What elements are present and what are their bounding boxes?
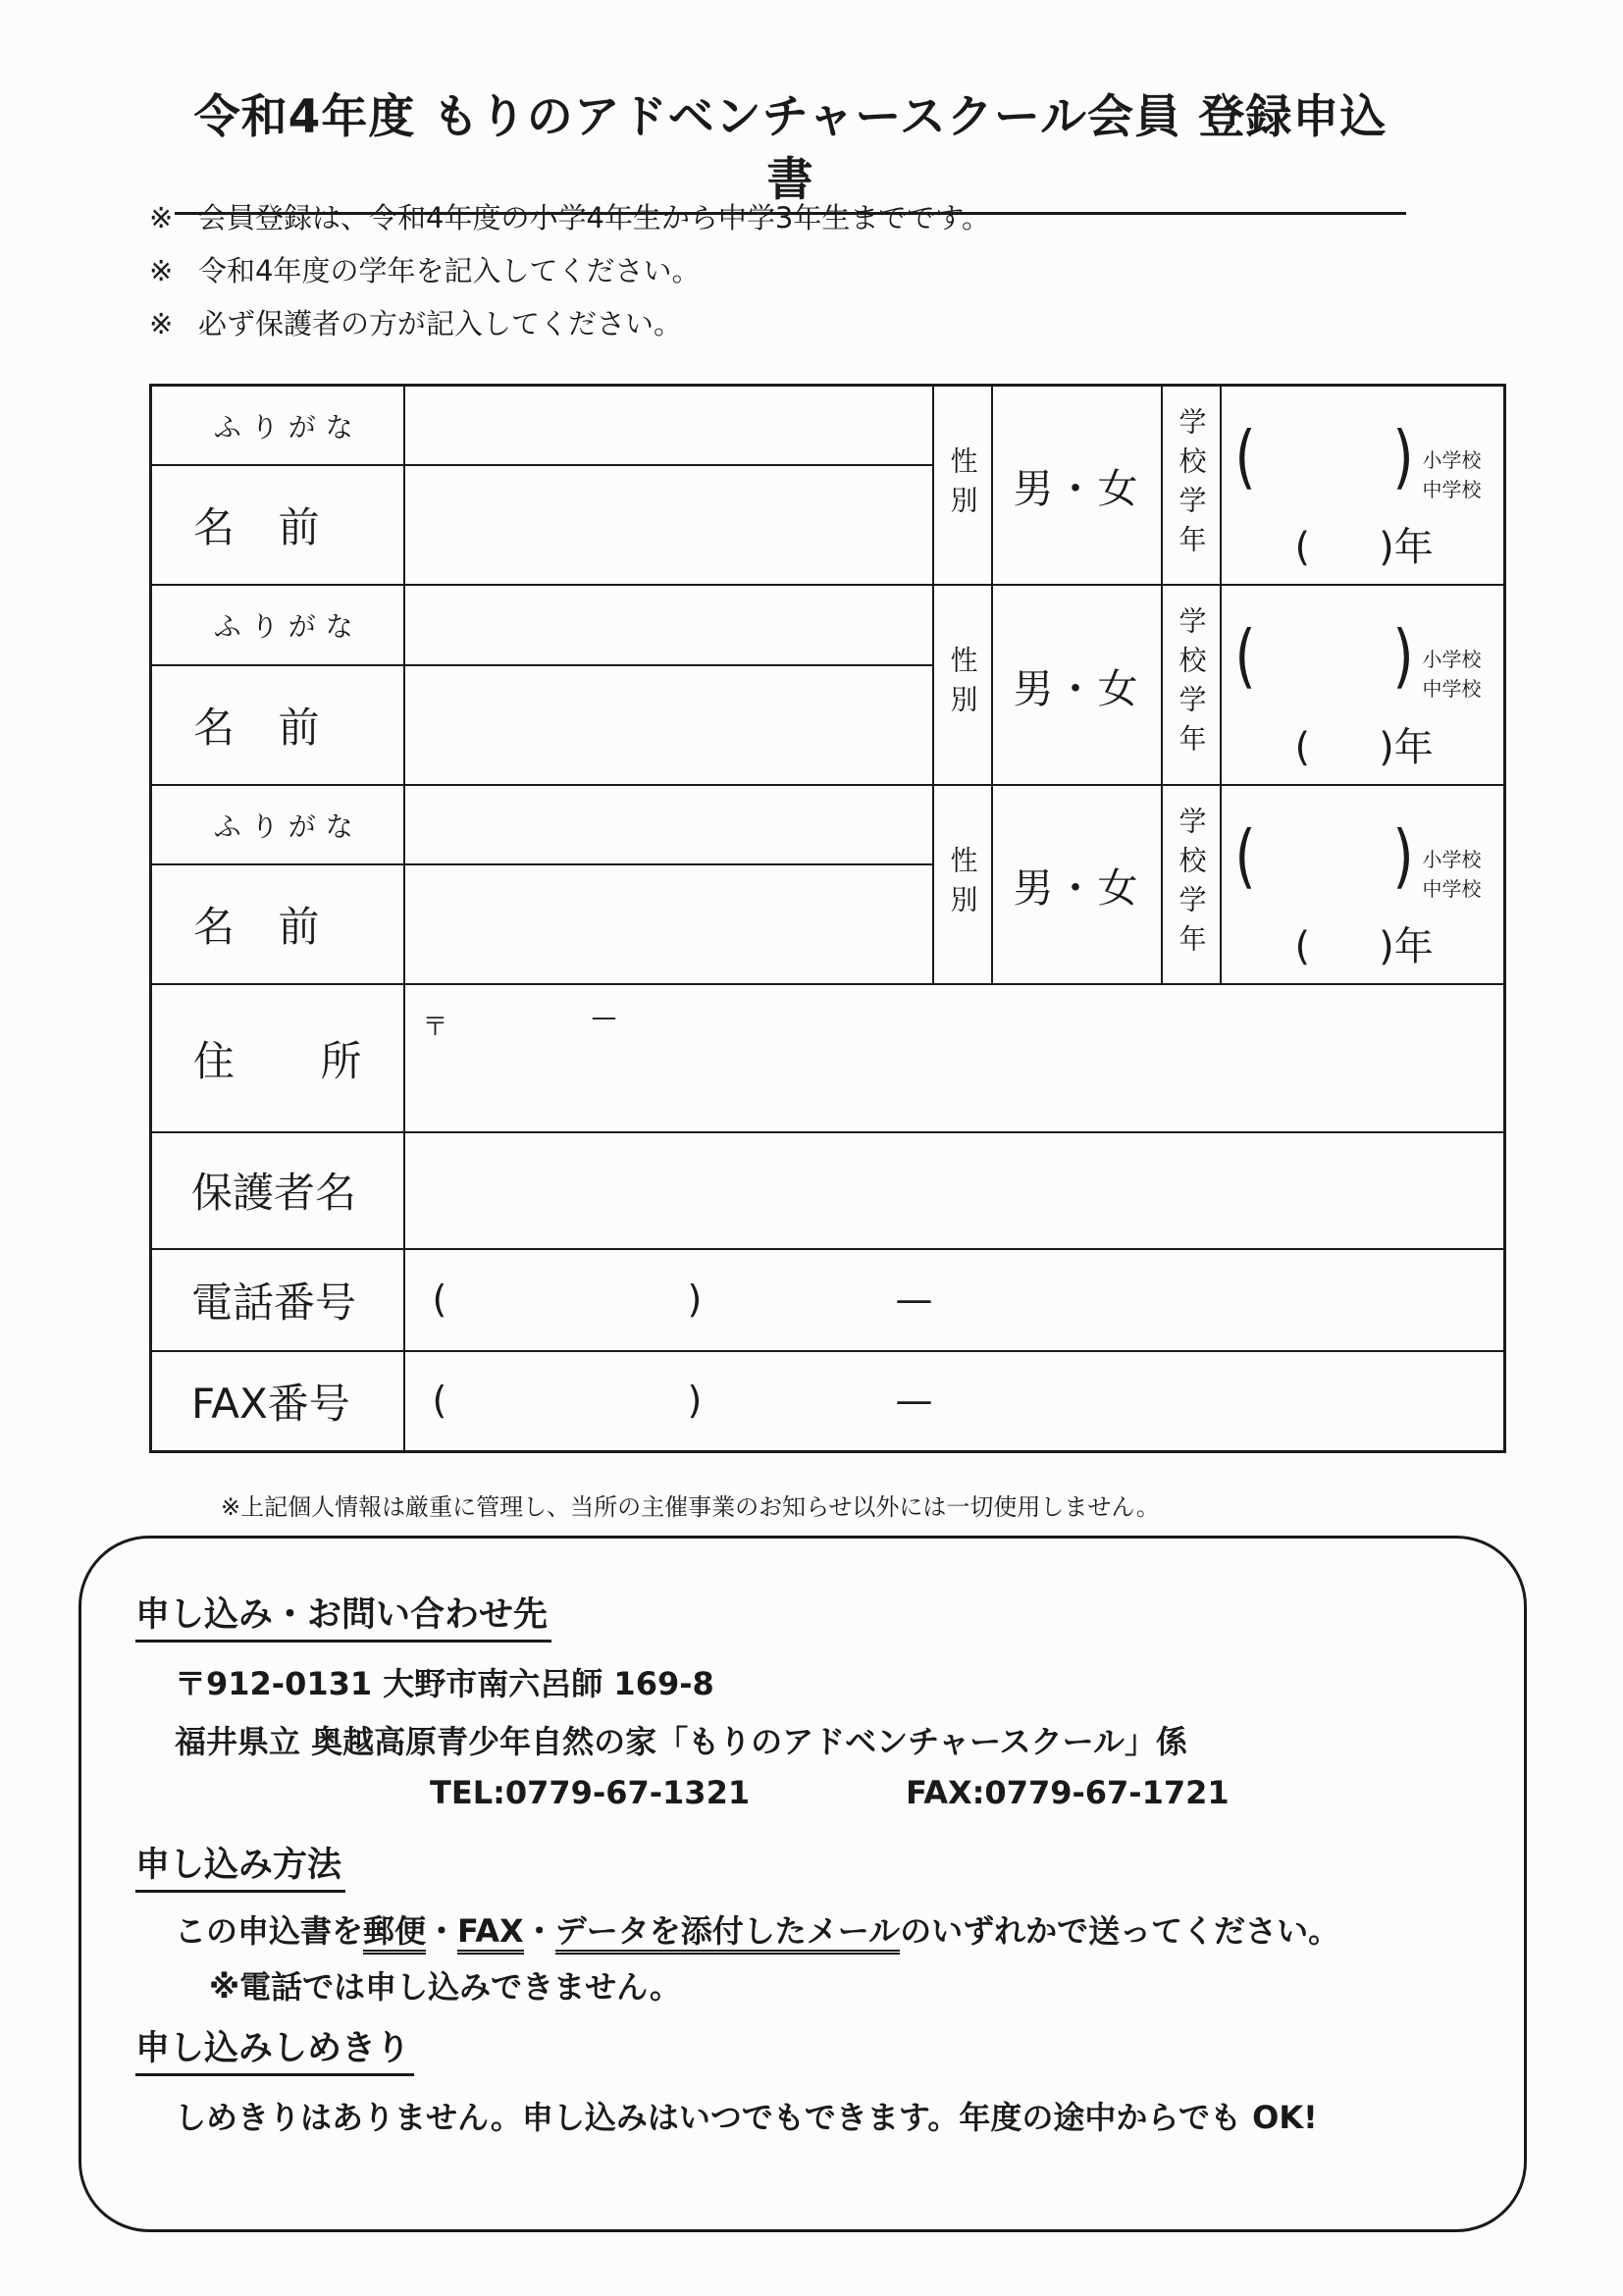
grade-paren-open: ( bbox=[1294, 724, 1311, 770]
method-suffix: のいずれかで送ってください。 bbox=[900, 1912, 1340, 1950]
grade-paren-close: ) bbox=[1379, 724, 1394, 770]
name-label: 名前 bbox=[151, 465, 404, 585]
note-text: 必ず保護者の方が記入してください。 bbox=[198, 307, 683, 340]
school-kind-junior: 中学校 bbox=[1422, 677, 1482, 702]
note-mark: ※ bbox=[149, 307, 174, 340]
info-box bbox=[79, 1536, 1527, 2232]
school-kind-elementary: 小学校 bbox=[1422, 648, 1482, 672]
school-grade-field[interactable] bbox=[1221, 785, 1505, 984]
gender-select[interactable]: 男・女 bbox=[992, 785, 1162, 984]
fax-label: FAX番号 bbox=[151, 1351, 404, 1452]
grade-unit: 年 bbox=[1393, 924, 1434, 970]
furigana-label: ふりがな bbox=[151, 386, 404, 466]
fax-field[interactable] bbox=[404, 1351, 1505, 1452]
guardian-name-field[interactable] bbox=[404, 1132, 1505, 1249]
contact-organization: 福井県立 奥越高原青少年自然の家「もりのアドベンチャースクール」係 bbox=[175, 1723, 1187, 1760]
gender-label: 性別 bbox=[933, 785, 992, 984]
school-bracket-open: ( bbox=[1234, 815, 1256, 897]
name-field[interactable] bbox=[404, 465, 933, 585]
phone-field[interactable] bbox=[404, 1249, 1505, 1351]
method-option-mail: 郵便 bbox=[363, 1912, 426, 1955]
grade-unit: 年 bbox=[1393, 525, 1434, 571]
name-field[interactable] bbox=[404, 665, 933, 785]
instructions bbox=[149, 191, 990, 350]
method-separator: ・ bbox=[523, 1912, 555, 1950]
school-bracket-close: ) bbox=[1392, 616, 1414, 697]
phone-row bbox=[151, 1249, 1505, 1351]
contact-fax: FAX:0779-67-1721 bbox=[906, 1774, 1230, 1811]
name-field[interactable] bbox=[404, 864, 933, 984]
page-title: 令和4年度 もりのアドベンチャースクール会員 登録申込書 bbox=[175, 86, 1406, 215]
furigana-label: ふりがな bbox=[151, 585, 404, 664]
phone-paren-close: ) bbox=[687, 1277, 703, 1321]
privacy-note: ※上記個人情報は厳重に管理し、当所の主催事業のお知らせ以外には一切使用しません。 bbox=[221, 1493, 1160, 1521]
contact-tel: TEL:0779-67-1321 bbox=[430, 1774, 751, 1811]
school-bracket-open: ( bbox=[1234, 416, 1256, 497]
school-grade-field[interactable] bbox=[1221, 585, 1505, 784]
method-note: ※電話では申し込みできません。 bbox=[209, 1968, 682, 2006]
school-grade-label: 学校学年 bbox=[1162, 585, 1221, 784]
fax-paren-open: ( bbox=[432, 1378, 447, 1422]
grade-field bbox=[1295, 915, 1434, 971]
method-text bbox=[175, 1906, 1339, 1952]
gender-select[interactable]: 男・女 bbox=[992, 585, 1162, 784]
postal-mark: 〒 bbox=[422, 1013, 448, 1043]
gender-label: 性別 bbox=[933, 386, 992, 586]
fax-dash: — bbox=[895, 1378, 933, 1422]
registration-form-table bbox=[149, 384, 1506, 1453]
grade-field bbox=[1295, 516, 1434, 572]
address-label: 住所 bbox=[151, 984, 404, 1132]
furigana-field[interactable] bbox=[404, 785, 933, 864]
school-kind-junior: 中学校 bbox=[1422, 478, 1482, 501]
school-kind-elementary: 小学校 bbox=[1422, 448, 1482, 472]
grade-paren-open: ( bbox=[1294, 525, 1311, 571]
instruction-item bbox=[149, 191, 990, 244]
school-kind-options bbox=[1423, 845, 1482, 904]
method-option-fax: FAX bbox=[457, 1912, 524, 1955]
furigana-label: ふりがな bbox=[151, 785, 404, 864]
method-heading: 申し込み方法 bbox=[135, 1841, 345, 1893]
gender-select[interactable]: 男・女 bbox=[992, 386, 1162, 586]
school-bracket-close: ) bbox=[1392, 815, 1414, 897]
method-prefix: この申込書を bbox=[175, 1912, 364, 1950]
deadline-text: しめきりはありません。申し込みはいつでもできます。年度の途中からでも OK! bbox=[175, 2099, 1318, 2136]
name-label: 名前 bbox=[151, 864, 404, 984]
instruction-item bbox=[149, 244, 990, 297]
name-label: 名前 bbox=[151, 665, 404, 785]
instruction-item bbox=[149, 297, 990, 350]
grade-field bbox=[1295, 716, 1434, 772]
school-grade-label: 学校学年 bbox=[1162, 386, 1221, 586]
furigana-field[interactable] bbox=[404, 585, 933, 664]
contact-heading: 申し込み・お問い合わせ先 bbox=[135, 1591, 551, 1643]
child-row-2-furigana bbox=[151, 585, 1505, 664]
school-bracket-open: ( bbox=[1234, 616, 1256, 697]
note-mark: ※ bbox=[149, 254, 174, 287]
child-row-1-furigana bbox=[151, 386, 1505, 466]
grade-paren-open: ( bbox=[1294, 924, 1311, 970]
grade-paren-close: ) bbox=[1379, 525, 1394, 571]
postal-dash: — bbox=[591, 1003, 617, 1033]
guardian-row bbox=[151, 1132, 1505, 1249]
fax-paren-close: ) bbox=[687, 1378, 703, 1422]
school-grade-label: 学校学年 bbox=[1162, 785, 1221, 984]
method-separator: ・ bbox=[426, 1912, 458, 1950]
phone-dash: — bbox=[895, 1277, 933, 1321]
address-field[interactable] bbox=[404, 984, 1505, 1132]
gender-label: 性別 bbox=[933, 585, 992, 784]
phone-label: 電話番号 bbox=[151, 1249, 404, 1351]
child-row-3-furigana bbox=[151, 785, 1505, 864]
school-kind-junior: 中学校 bbox=[1422, 876, 1482, 901]
method-option-email: データを添付したメール bbox=[555, 1912, 900, 1955]
address-row bbox=[151, 984, 1505, 1132]
school-kind-elementary: 小学校 bbox=[1422, 847, 1482, 871]
grade-paren-close: ) bbox=[1379, 924, 1394, 970]
contact-address: 〒912-0131 大野市南六呂師 169-8 bbox=[175, 1665, 714, 1702]
school-kind-options bbox=[1423, 645, 1482, 704]
furigana-field[interactable] bbox=[404, 386, 933, 466]
fax-row bbox=[151, 1351, 1505, 1452]
deadline-heading: 申し込みしめきり bbox=[135, 2024, 414, 2076]
school-bracket-close: ) bbox=[1392, 416, 1414, 497]
school-grade-field[interactable] bbox=[1221, 386, 1505, 586]
grade-unit: 年 bbox=[1393, 724, 1434, 770]
note-text: 令和4年度の学年を記入してください。 bbox=[198, 254, 701, 287]
guardian-label: 保護者名 bbox=[151, 1132, 404, 1249]
phone-paren-open: ( bbox=[432, 1277, 447, 1321]
note-text: 会員登録は、令和4年度の小学4年生から中学3年生までです。 bbox=[198, 201, 991, 235]
school-kind-options bbox=[1423, 445, 1482, 504]
note-mark: ※ bbox=[149, 201, 174, 235]
